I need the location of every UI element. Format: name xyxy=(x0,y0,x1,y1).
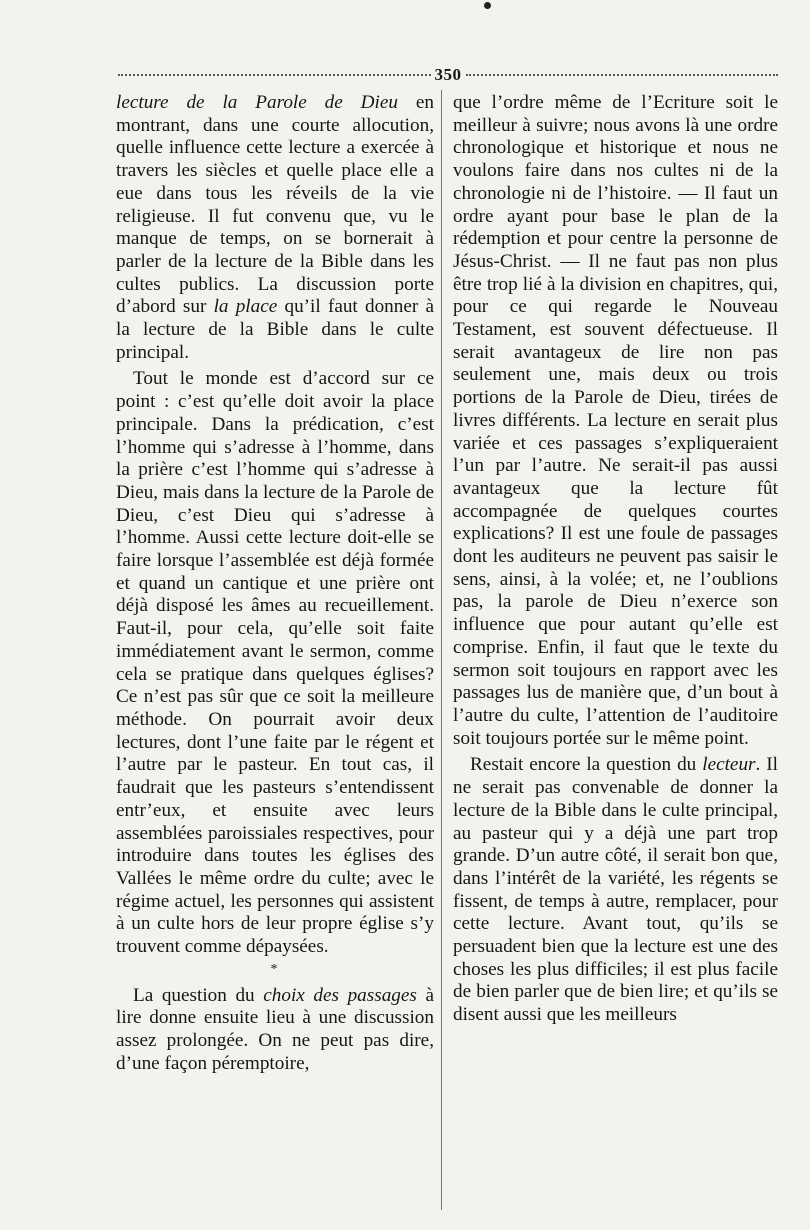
emphasis-text: choix des passages xyxy=(263,984,417,1006)
emphasis-text: lecteur xyxy=(702,754,756,776)
ink-dot xyxy=(484,2,491,9)
running-header xyxy=(118,64,778,86)
left-paragraph-1 xyxy=(116,92,434,364)
left-paragraph-3 xyxy=(116,985,434,1076)
header-rule-right xyxy=(466,74,779,76)
body-text: . Il ne serait pas convenable de donner la lecture de la Bible dans le culte principal, au pasteur qui y a déjà une part trop grande. D’un autre côté, il serait bon que, dans l’intérêt de la variété, les régents se fissent, de temps à autre, remplacer, pour cette lecture. Avant tout, qu’ils se persuadent bien que la lecture est une des choses les plus difficiles; il est plus facile de bien parler que de bien lire; et qu’ils se disent aussi que les meilleurs xyxy=(453,754,778,1026)
right-paragraph-2 xyxy=(453,754,778,1026)
body-text: La question du xyxy=(133,984,264,1006)
separator-stars: * xyxy=(270,961,280,977)
emphasis-text: la place xyxy=(213,296,278,318)
emphasis-text: lecture de la Parole de Dieu xyxy=(116,92,398,113)
right-paragraph-1: que l’ordre même de l’Ecriture soit le meilleur à suivre; nous avons là une ordre chronologique et historique et nous ne voulons faire dans nos cultes ni de la chronologie ni de l’histoire. — Il faut un ordre ayant pour base le plan de la rédemption et pour centre la personne de Jésus-Christ. — Il ne faut pas non plus être trop lié à la division en chapitres, qui, pour ce qui regarde le Nouveau Testament, est souvent défectueuse. Il serait avantageux de lire non pas seulement une, mais deux ou trois portions de la Parole de Dieu, tirées de livres différents. La lecture en serait plus variée et ces passages s’expliqueraient l’un par l’autre. Ne serait-il pas aussi avantageux que la lecture fût accompagnée de quelques courtes explications? Il est une foule de passages dont les auditeurs ne peuvent pas saisir le sens, ainsi, à la volée; et, ne l’oublions pas, la parole de Dieu n’exerce son influence que pour autant qu’elle est comprise. Enfin, il faut que le texte du sermon soit toujours en rapport avec les passages lus de manière que, d’un bout à l’autre du culte, l’attention de l’auditoire soit toujours portée sur le même point. xyxy=(453,92,778,749)
body-text: Restait encore la question du xyxy=(470,754,703,776)
left-column xyxy=(116,92,434,1076)
column-divider xyxy=(441,90,442,1210)
body-text: à lire donne ensuite lieu à une discussion assez prolongée. On ne peut pas dire, d’une façon péremptoire, xyxy=(116,984,434,1074)
body-text: qu’il faut donner à la lecture de la Bible dans le culte principal. xyxy=(116,296,434,363)
body-text: en montrant, dans une courte allocution, quelle influence cette lecture a exercée à travers les siècles et quelle place elle a eue dans tous les réveils de la vie religieuse. Il fut convenu que, vu le manque de temps, on se bornerait à parler de la lecture de la Bible dans les cultes publics. La discussion porte d’abord sur xyxy=(116,92,434,318)
header-rule-left xyxy=(118,74,431,76)
right-column xyxy=(453,92,778,1027)
left-paragraph-2: Tout le monde est d’accord sur ce point : c’est qu’elle doit avoir la place principale. Dans la prédication, c’est l’homme qui s’adresse à l’homme, dans la prière c’est l’homme qui s’adresse à Dieu, mais dans la lecture de la Parole de Dieu, c’est Dieu qui s’adresse à l’homme. Aussi cette lecture doit-elle se faire lorsque l’assemblée est déjà formée et quand un cantique et une prière ont déjà disposé les âmes au recueillement. Faut-il, pour cela, qu’elle soit faite immédiatement avant le sermon, comme cela se pratique dans quelques églises? Ce n’est pas sûr que ce soit la meilleure méthode. On pourrait avoir deux lectures, dont l’une faite par le régent et l’autre par le pasteur. En tout cas, il faudrait que les pasteurs s’entendissent entr’eux, et ensuite avec leurs assemblées paroissiales respectives, pour introduire dans toutes les églises des Vallées le même ordre du culte; avec le régime actuel, les personnes qui assistent à un culte hors de leur propre église s’y trouvent comme dépaysées. xyxy=(116,368,434,958)
page-number: 350 xyxy=(434,65,462,84)
section-separator xyxy=(116,961,434,979)
